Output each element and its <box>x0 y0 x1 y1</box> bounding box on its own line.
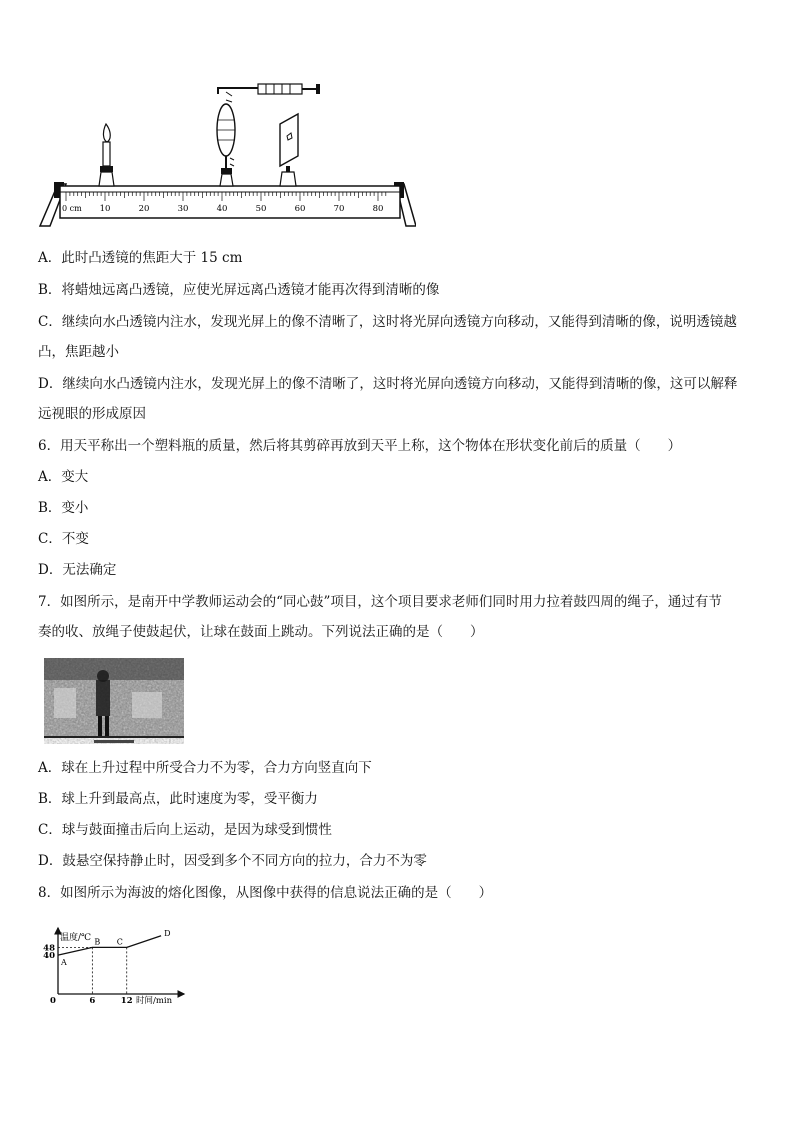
q6-option-b: B．变小 <box>38 500 89 516</box>
q7-option-d: D．鼓悬空保持静止时，因受到多个不同方向的拉力，合力不为零 <box>38 853 427 869</box>
bench-tick-label: 80 <box>372 204 384 214</box>
bench-tick-label: 30 <box>177 204 189 214</box>
bench-tick-label: 70 <box>333 204 345 214</box>
q5-option-d-line1: D．继续向水凸透镜内注水，发现光屏上的像不清晰了，这时将光屏向透镜方向移动，又能得到清晰的像，这可以解释 <box>38 376 738 392</box>
x-tick-label: 12 <box>120 996 133 1006</box>
q7-stem-line2: 奏的收、放绳子使鼓起伏，让球在鼓面上跳动。下列说法正确的是（ ） <box>38 624 484 640</box>
y-tick-label: 40 <box>43 951 55 962</box>
candle <box>99 124 114 186</box>
water-lens <box>217 84 320 186</box>
q7-option-a: A．球在上升过程中所受合力不为零，合力方向竖直向下 <box>38 760 372 776</box>
q5-option-c-line2: 凸，焦距越小 <box>38 344 119 360</box>
q5-option-b: B．将蜡烛远离凸透镜，应使光屏远离凸透镜才能再次得到清晰的像 <box>38 282 440 298</box>
point-label-B: B <box>94 937 101 947</box>
q6-stem: 6．用天平称出一个塑料瓶的质量，然后将其剪碎再放到天平上称，这个物体在形状变化前后的质量（ ） <box>38 438 682 454</box>
point-label-C: C <box>116 937 123 947</box>
q5-option-d-line2: 远视眼的形成原因 <box>38 406 146 422</box>
y-tick-label: 48 <box>43 943 55 954</box>
q8-stem: 8．如图所示为海波的熔化图像，从图像中获得的信息说法正确的是（ ） <box>38 885 493 901</box>
chart-xlabel: 时间/min <box>136 996 173 1006</box>
x-tick-label: 0 <box>50 996 56 1006</box>
q5-option-a: A．此时凸透镜的焦距大于 15 cm <box>38 250 243 266</box>
q6-option-a: A．变大 <box>38 469 89 485</box>
q7-option-b: B．球上升到最高点，此时速度为零，受平衡力 <box>38 791 318 807</box>
chart-ylabel: 温度/℃ <box>60 933 92 943</box>
bench-tick-label: 20 <box>138 204 150 214</box>
point-label-D: D <box>164 928 171 938</box>
point-label-A: A <box>61 958 67 968</box>
bench-unit-label: 0 cm <box>62 204 82 213</box>
x-tick-label: 6 <box>89 996 96 1006</box>
q7-option-c: C．球与鼓面撞击后向上运动，是因为球受到惯性 <box>38 822 332 838</box>
melting-curve-chart <box>34 924 190 1006</box>
q6-option-c: C．不变 <box>38 531 89 547</box>
q6-option-d: D．无法确定 <box>38 562 117 578</box>
bench-tick-label: 40 <box>216 204 228 214</box>
drum-photo <box>44 658 184 744</box>
light-screen <box>280 114 298 186</box>
bench-tick-label: 50 <box>255 204 267 214</box>
q7-stem-line1: 7．如图所示，是南开中学教师运动会的“同心鼓”项目，这个项目要求老师们同时用力拉着鼓四周的绳子，通过有节 <box>38 594 722 610</box>
optical-bench-diagram <box>36 80 416 232</box>
q5-option-c-line1: C．继续向水凸透镜内注水，发现光屏上的像不清晰了，这时将光屏向透镜方向移动，又能得到清晰的像，说明透镜越 <box>38 314 737 330</box>
bench-tick-label: 10 <box>99 204 111 214</box>
bench-tick-label: 60 <box>294 204 306 214</box>
